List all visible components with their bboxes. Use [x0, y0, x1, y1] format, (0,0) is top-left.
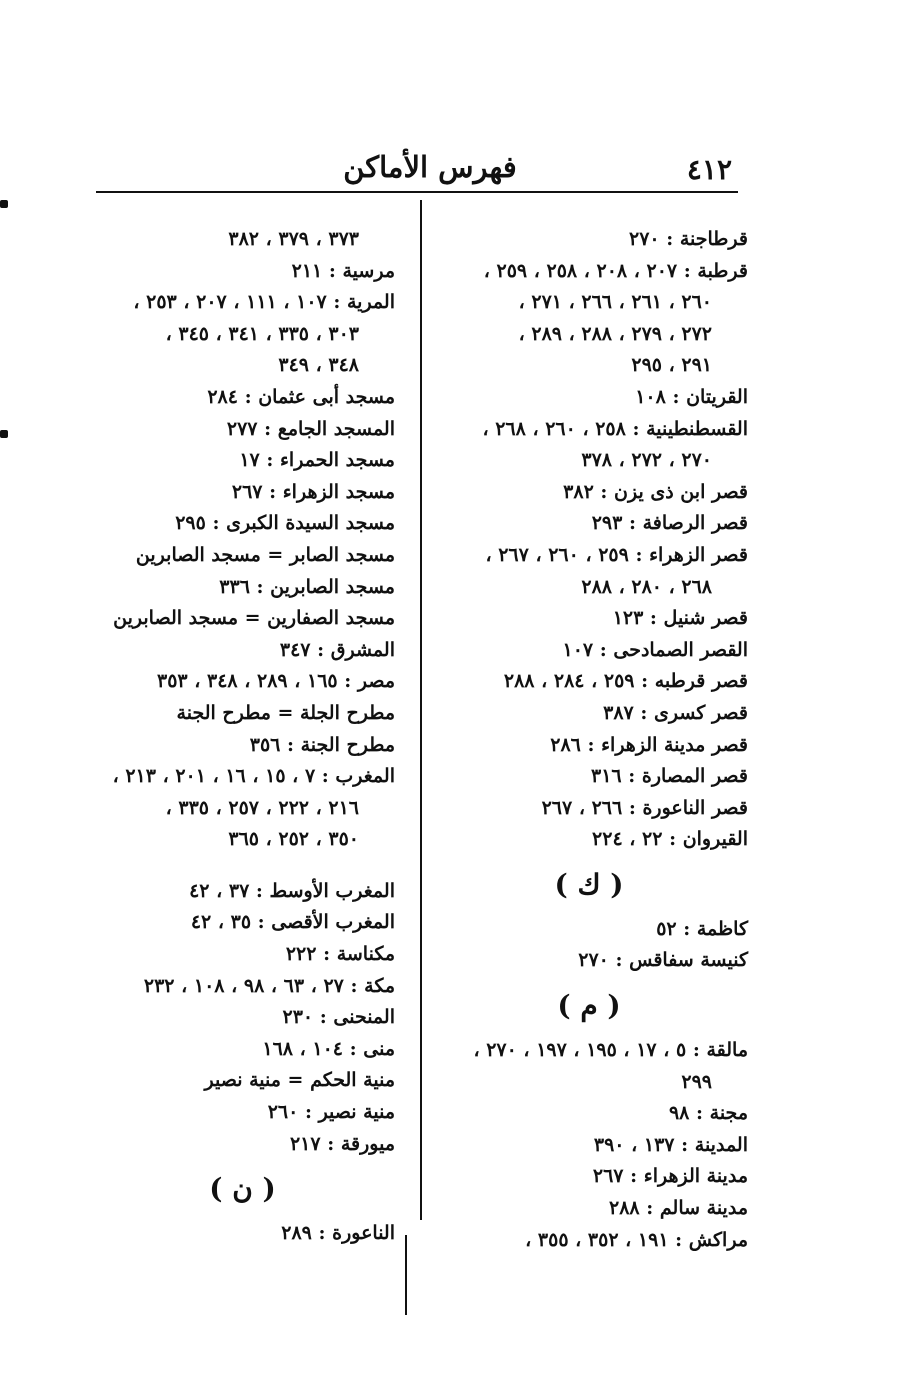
index-entry: القصر الصمادحى : ١٠٧: [562, 638, 748, 661]
index-entry-continuation: ٢٧٠ ، ٢٧٢ ، ٣٧٨: [581, 449, 712, 472]
index-entry: مالقة : ٥ ، ١٧ ، ١٩٥ ، ١٩٧ ، ٢٧٠ ،: [473, 1039, 748, 1062]
index-entry: قصر الناعورة : ٢٦٦ ، ٢٦٧: [541, 796, 748, 819]
right-index-column: [430, 224, 748, 1256]
index-entry: القسطنطينية : ٢٥٨ ، ٢٦٠ ، ٢٦٨ ،: [482, 417, 748, 440]
index-entry-continuation: ٢٩١ ، ٢٩٥: [631, 354, 712, 377]
header-rule: [96, 191, 738, 193]
index-entry: مدينة سالم : ٢٨٨: [609, 1197, 748, 1220]
index-entry-continuation: ٣٠٣ ، ٣٣٥ ، ٣٤١ ، ٣٤٥ ،: [165, 322, 359, 345]
index-entry: مسجد الصفارين = مسجد الصابرين: [113, 607, 395, 630]
index-entry: القيروان : ٢٢ ، ٢٢٤: [592, 828, 748, 851]
index-entry-continuation: ٢٦٠ ، ٢٦١ ، ٢٦٦ ، ٢٧١ ،: [518, 291, 712, 314]
index-entry: قصر قرطبه : ٢٥٩ ، ٢٨٤ ، ٢٨٨: [503, 670, 748, 693]
index-entry: قصر كسرى : ٣٨٧: [603, 701, 748, 724]
page-title: فهرس الأماكن: [343, 150, 517, 184]
index-entry: قرطاجنة : ٢٧٠: [628, 228, 748, 250]
margin-mark: [0, 430, 8, 438]
index-entry: قصر مدينة الزهراء : ٢٨٦: [550, 733, 748, 756]
index-entry: المغرب الأقصى : ٣٥ ، ٤٢: [190, 911, 395, 934]
index-entry: منى : ١٠٤ ، ١٦٨: [262, 1037, 395, 1060]
index-entry: المنحنى : ٢٣٠: [282, 1006, 395, 1029]
index-entry: مكناسة : ٢٢٢: [285, 943, 395, 966]
index-entry: كاظمة : ٥٢: [656, 917, 748, 940]
column-divider: [420, 200, 422, 1220]
index-entry: مسجد أبى عثمان : ٢٨٤: [207, 385, 395, 408]
index-entry: مسجد الصابر = مسجد الصابرين: [135, 543, 395, 566]
index-entry: منية الحكم = منية نصير: [204, 1069, 395, 1092]
index-entry: المدينة : ١٣٧ ، ٣٩٠: [593, 1133, 748, 1156]
index-entry: المشرق : ٣٤٧: [279, 638, 395, 661]
index-entry: مجنة : ٩٨: [668, 1102, 748, 1125]
index-entry: المغرب الأوسط : ٣٧ ، ٤٢: [189, 879, 395, 902]
index-entry: المغرب : ٧ ، ١٥ ، ١٦ ، ٢٠١ ، ٢١٣ ،: [112, 765, 395, 788]
letter-section-heading: ( ن ): [209, 1172, 276, 1206]
entry-spacer: [90, 856, 395, 876]
index-entry: ميورقة : ٢١٧: [289, 1132, 395, 1155]
left-index-column: [90, 224, 395, 1250]
index-entry: مرسية : ٢١١: [291, 259, 395, 282]
index-entry: قصر المصارة : ٣١٦: [591, 765, 748, 788]
index-entry: مطرح الجلة = مطرح الجنة: [176, 701, 395, 724]
index-entry-continuation: ٢٧٢ ، ٢٧٩ ، ٢٨٨ ، ٢٨٩ ،: [518, 322, 712, 345]
index-entry: قرطبة : ٢٠٧ ، ٢٠٨ ، ٢٥٨ ، ٢٥٩ ،: [483, 259, 748, 282]
index-entry: قصر الرصافة : ٢٩٣: [591, 512, 748, 535]
index-entry: مصر : ١٦٥ ، ٢٨٩ ، ٣٤٨ ، ٣٥٣: [156, 670, 395, 693]
index-entry: مسجد الحمراء : ١٧: [239, 449, 395, 472]
index-entry: مسجد الصابرين : ٣٣٦: [219, 575, 395, 598]
index-entry: الناعورة : ٢٨٩: [281, 1222, 395, 1245]
index-entry-continuation: ٢١٦ ، ٢٢٢ ، ٢٥٧ ، ٣٣٥ ،: [165, 796, 359, 819]
index-entry: مكة : ٢٧ ، ٦٣ ، ٩٨ ، ١٠٨ ، ٢٣٢: [143, 974, 395, 997]
index-entry: كنيسة سفاقس : ٢٧٠: [578, 949, 748, 972]
index-entry: مسجد السيدة الكبرى : ٢٩٥: [175, 512, 395, 535]
index-entry: المسجد الجامع : ٢٧٧: [226, 417, 395, 440]
index-entry: قصر شنيل : ١٢٣: [612, 607, 748, 630]
index-entry: منية نصير : ٢٦٠: [267, 1101, 395, 1124]
index-entry: المرية : ١٠٧ ، ١١١ ، ٢٠٧ ، ٢٥٣ ،: [133, 291, 395, 314]
index-entry: قصر ابن ذى يزن : ٣٨٢: [563, 480, 748, 503]
column-divider-bottom: [405, 1235, 407, 1315]
index-entry: مدينة الزهراء : ٢٦٧: [592, 1165, 748, 1188]
index-entry-continuation: ٣٤٨ ، ٣٤٩: [278, 354, 359, 377]
letter-section-heading: ( ك ): [554, 867, 624, 901]
index-entry: قصر الزهراء : ٢٥٩ ، ٢٦٠ ، ٢٦٧ ،: [485, 543, 748, 566]
index-entry: مطرح الجنة : ٣٥٦: [249, 733, 395, 756]
page-number: ٤١٢: [686, 153, 732, 186]
index-entry: القريتان : ١٠٨: [635, 385, 748, 408]
letter-section-heading: ( م ): [557, 989, 621, 1023]
index-entry: مراكش : ١٩١ ، ٣٥٢ ، ٣٥٥ ،: [525, 1228, 748, 1251]
index-entry-continuation: ٢٩٩: [681, 1070, 712, 1093]
margin-mark: [0, 200, 8, 208]
index-entry-continuation: ٣٧٣ ، ٣٧٩ ، ٣٨٢: [228, 228, 359, 250]
index-entry-continuation: ٢٦٨ ، ٢٨٠ ، ٢٨٨: [581, 575, 712, 598]
index-entry: مسجد الزهراء : ٢٦٧: [231, 480, 395, 503]
index-entry-continuation: ٣٥٠ ، ٢٥٢ ، ٣٦٥: [228, 828, 359, 851]
